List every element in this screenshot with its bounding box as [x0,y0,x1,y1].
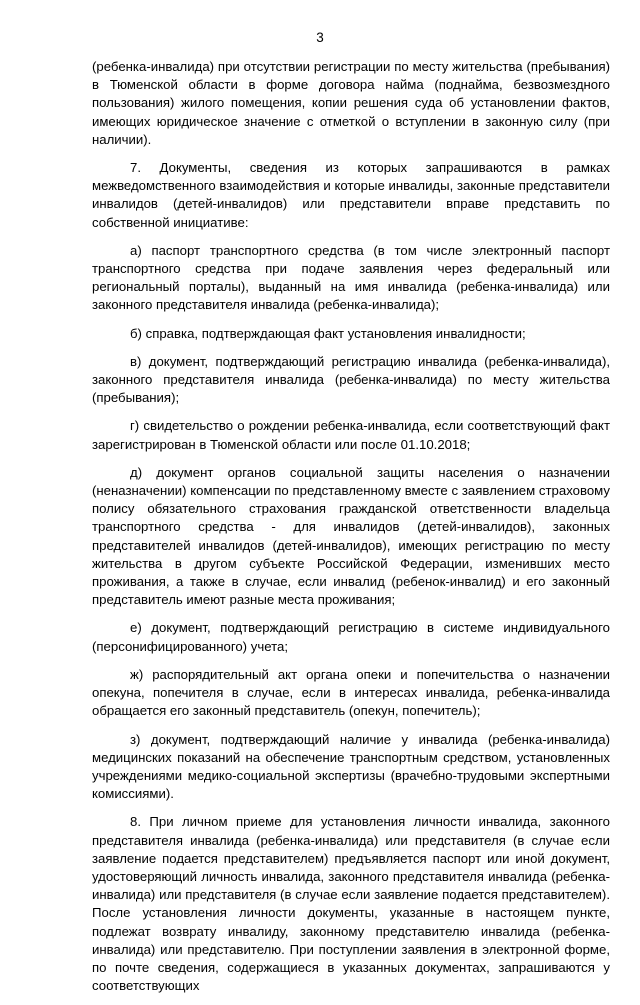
paragraph-subitem-e: е) документ, подтверждающий регистрацию в системе индивидуального (персонифицированного) учета; [92,620,610,654]
paragraph-continuation: (ребенка-инвалида) при отсутствии регистрации по месту жительства (пребывания) в Тюменской области в форме договора найма (поднайма, безвозмездного пользования) жилого помещения, копии решения суда об установлении фактов, имеющих юридическое значение с отметкой о вступлении в законную силу (при наличии). [92,59,610,147]
page-number: 3 [316,30,324,45]
paragraph-subitem-b: б) справка, подтверждающая факт установления инвалидности; [130,325,526,341]
document-body [92,58,610,1005]
paragraph-subitem-g: г) свидетельство о рождении ребенка-инвалида, если соответствующий факт зарегистрирован в Тюменской области или после 01.10.2018; [92,418,610,452]
paragraph-subitem-a: а) паспорт транспортного средства (в том числе электронный паспорт транспортного средства при подаче заявления через федеральный или региональный порталы), выданный на имя инвалида (ребенка-инвалида) или законного представителя инвалида (ребенка-инвалида); [92,242,610,313]
paragraph-subitem-z: з) документ, подтверждающий наличие у инвалида (ребенка-инвалида) медицинских показаний на обеспечение транспортным средством, установленных учреждениями медико-социальной экспертизы (врачебно-трудовыми экспертными комиссиями). [92,731,610,802]
paragraph-item-7: 7. Документы, сведения из которых запрашиваются в рамках межведомственного взаимодействия и которые инвалиды, законные представители инвалидов (детей-инвалидов) или представители вправе представить по собственной инициативе: [92,160,610,230]
paragraph-subitem-d: д) документ органов социальной защиты населения о назначении (неназначении) компенсации по представленному вместе с заявлением страховому полису обязательного страхования гражданской ответственности владельца транспортного средства - для инвалидов (детей-инвалидов), законных представителей инвалидов (детей-инвалидов), имеющих регистрацию по месту жительства в другом субъекте Российской Федерации, изменивших место проживания, а также в случае, если инвалид (ребенок-инвалид) и его законный представитель имеют разные места проживания; [92,464,610,608]
paragraph-item-8: 8. При личном приеме для установления личности инвалида, законного представителя инвалида (ребенка-инвалида) или представителя (в случае если заявление подается представителем) предъявляется паспорт или иной документ, удостоверяющий личность инвалида, законного представителя инвалида (ребенка-инвалида) или представителя (в случае если заявление подается представителем). После установления личности документы, указанные в настоящем пункте, подлежат возврату инвалиду, законному представителю инвалида (ребенка-инвалида) или представителю. При поступлении заявления в электронной форме, по почте сведения, содержащиеся в указанных документах, запрашиваются у соответствующих [92,814,610,994]
paragraph-subitem-v: в) документ, подтверждающий регистрацию инвалида (ребенка-инвалида), законного представителя инвалида (ребенка-инвалида) по месту жительства (пребывания); [92,353,610,406]
paragraph-subitem-zh: ж) распорядительный акт органа опеки и попечительства о назначении опекуна, попечителя в случае, если в интересах инвалида, ребенка-инвалида обращается его законный представитель (опекун, попечитель); [92,666,610,719]
